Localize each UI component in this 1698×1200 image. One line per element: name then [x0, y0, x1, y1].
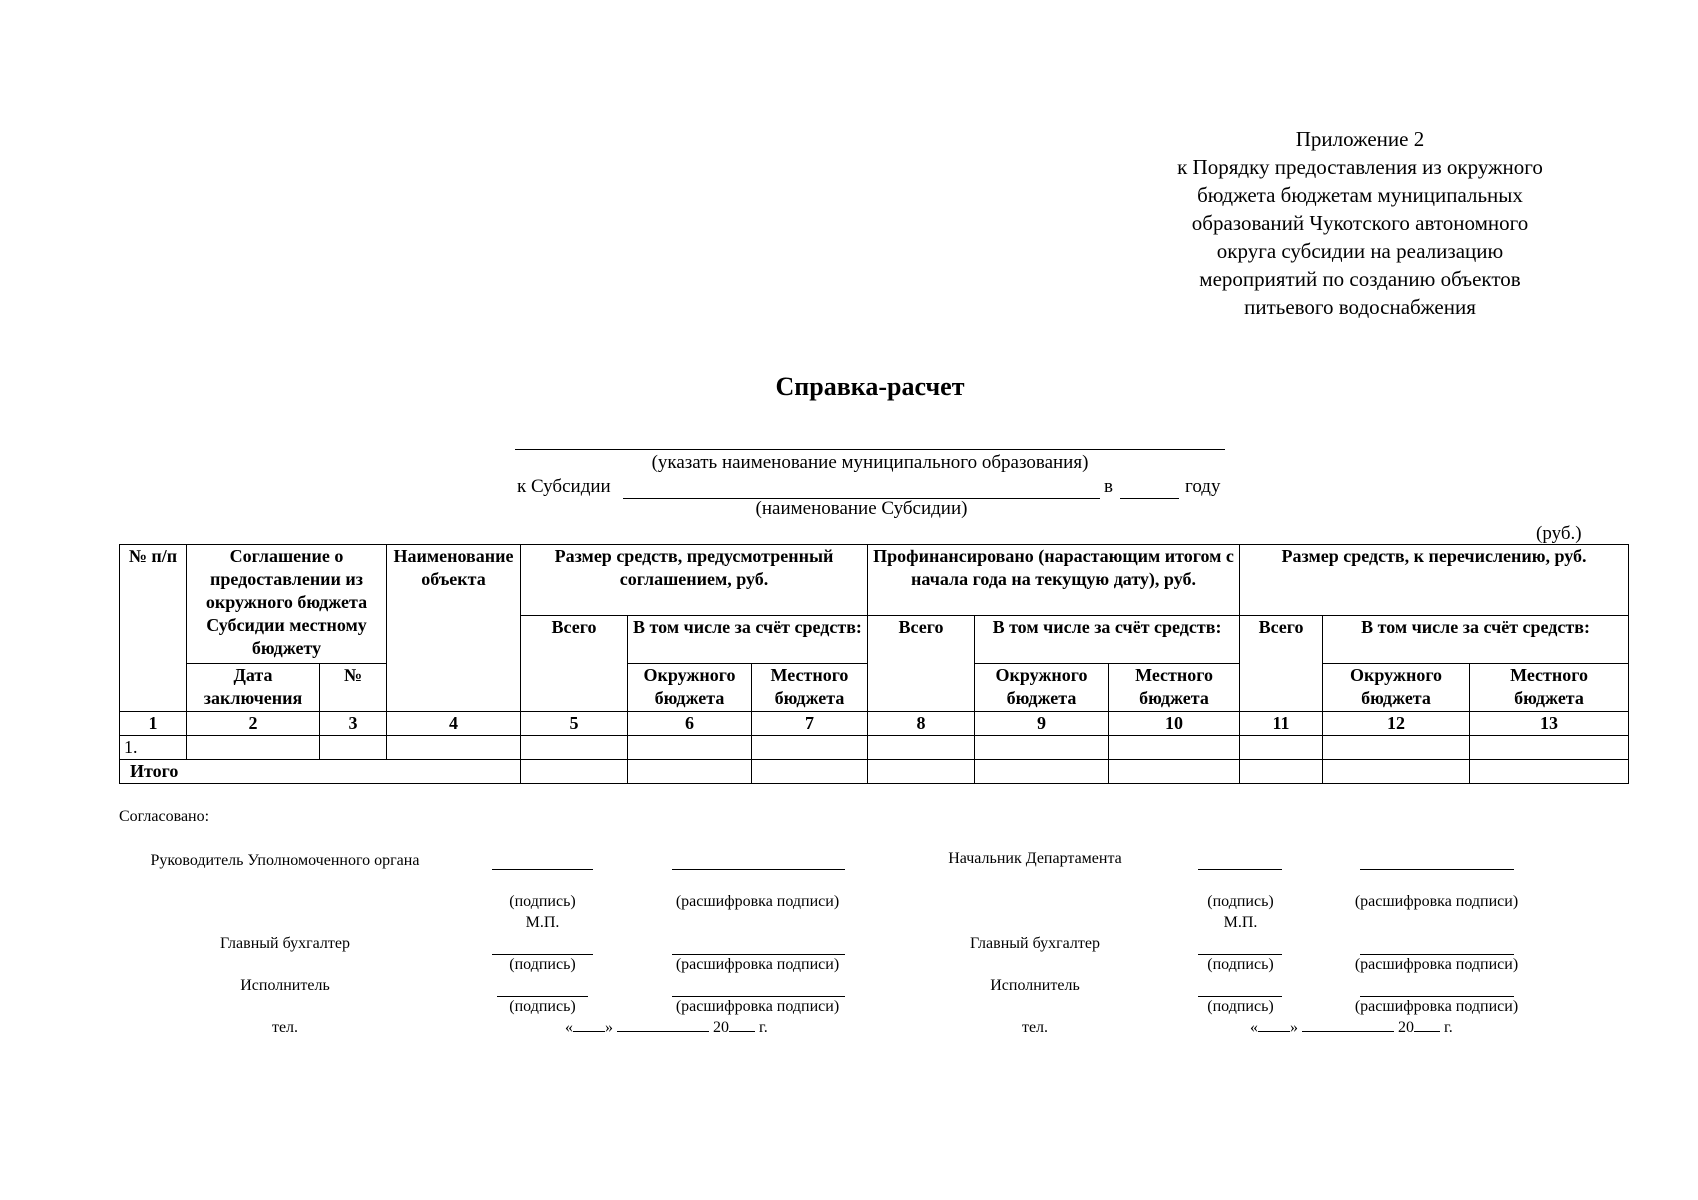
date-quote-close: » — [605, 1019, 613, 1036]
total-row — [120, 760, 1629, 784]
decoding-line — [1360, 869, 1514, 870]
row-number: 1. — [120, 736, 187, 760]
table-cell[interactable] — [187, 736, 320, 760]
column-number: 2 — [187, 712, 320, 736]
signature-line — [497, 996, 588, 997]
header-local-budget: Местного бюджета — [1109, 664, 1240, 712]
signature-caption: (подпись) — [509, 956, 576, 973]
decoding-caption: (расшифровка подписи) — [1354, 893, 1519, 910]
header-district-budget: Окружного бюджета — [628, 664, 752, 712]
table-cell[interactable] — [1470, 736, 1629, 760]
table-cell[interactable] — [975, 760, 1109, 784]
seal-label: М.П. — [525, 914, 560, 931]
column-number: 11 — [1240, 712, 1323, 736]
date-field — [1250, 1019, 1453, 1037]
signature-caption: (подпись) — [509, 893, 576, 910]
table-cell[interactable] — [320, 736, 387, 760]
appendix-header — [1120, 125, 1600, 321]
table-cell[interactable] — [1323, 760, 1470, 784]
decoding-caption: (расшифровка подписи) — [675, 893, 840, 910]
column-number: 10 — [1109, 712, 1240, 736]
year-blank-line — [729, 1031, 755, 1032]
month-line — [617, 1031, 709, 1032]
executor-label: Исполнитель — [240, 977, 330, 994]
header-including: В том числе за счёт средств: — [1323, 616, 1629, 664]
appendix-line: мероприятий по созданию объектов — [1199, 267, 1521, 291]
decoding-caption: (расшифровка подписи) — [675, 956, 840, 973]
header-financed: Профинансировано (нарастающим итогом с начала года на текущую дату), руб. — [868, 545, 1240, 616]
date-year-prefix: 20 — [1398, 1019, 1414, 1036]
table-cell[interactable] — [387, 736, 521, 760]
decoding-line — [672, 869, 845, 870]
municipality-caption: (указать наименование муниципального образования) — [651, 452, 1089, 473]
subsidy-in: в — [1104, 476, 1113, 497]
appendix-line: к Порядку предоставления из окружного — [1177, 155, 1543, 179]
header-total: Всего — [868, 616, 975, 712]
header-object-name: Наименование объекта — [387, 545, 521, 712]
table-cell[interactable] — [521, 736, 628, 760]
signature-line — [492, 954, 593, 955]
date-quote-open: « — [565, 1019, 573, 1036]
header-to-transfer: Размер средств, к перечислению, руб. — [1240, 545, 1629, 616]
table-cell[interactable] — [868, 736, 975, 760]
column-number: 7 — [752, 712, 868, 736]
appendix-line: Приложение 2 — [1295, 127, 1425, 151]
signature-line — [1198, 954, 1282, 955]
column-number: 3 — [320, 712, 387, 736]
signature-line — [1198, 996, 1282, 997]
municipality-name-line — [515, 449, 1225, 450]
header-district-budget: Окружного бюджета — [1323, 664, 1470, 712]
decoding-line — [1360, 954, 1514, 955]
column-number: 4 — [387, 712, 521, 736]
day-line — [573, 1031, 605, 1032]
decoding-line — [1360, 996, 1514, 997]
header-local-budget: Местного бюджета — [752, 664, 868, 712]
header-total: Всего — [1240, 616, 1323, 712]
decoding-line — [672, 954, 845, 955]
header-including: В том числе за счёт средств: — [975, 616, 1240, 664]
table-cell[interactable] — [1109, 736, 1240, 760]
date-quote-close: » — [1290, 1019, 1298, 1036]
table-cell[interactable] — [975, 736, 1109, 760]
agreed-label: Согласовано: — [119, 808, 210, 825]
phone-label: тел. — [1021, 1019, 1049, 1036]
chief-accountant-label: Главный бухгалтер — [970, 935, 1100, 952]
table-cell[interactable] — [1109, 760, 1240, 784]
table-cell[interactable] — [1470, 760, 1629, 784]
table-cell[interactable] — [521, 760, 628, 784]
table-cell[interactable] — [1240, 736, 1323, 760]
header-including: В том числе за счёт средств: — [628, 616, 868, 664]
executor-label: Исполнитель — [990, 977, 1080, 994]
subsidy-caption: (наименование Субсидии) — [755, 498, 968, 519]
table-cell[interactable] — [1240, 760, 1323, 784]
head-authorized-label: Руководитель Уполномоченного органа — [150, 852, 420, 869]
header-num: № п/п — [120, 545, 187, 712]
total-label: Итого — [120, 760, 521, 784]
subsidy-prefix: к Субсидии — [517, 476, 611, 497]
year-line — [1120, 498, 1179, 499]
date-field — [565, 1019, 768, 1037]
day-line — [1258, 1031, 1290, 1032]
header-date: Дата заключения — [187, 664, 320, 712]
table-cell[interactable] — [868, 760, 975, 784]
table-cell[interactable] — [1323, 736, 1470, 760]
appendix-line: бюджета бюджетам муниципальных — [1197, 183, 1523, 207]
appendix-line: питьевого водоснабжения — [1244, 295, 1476, 319]
signature-line — [1198, 869, 1282, 870]
subsidy-year-word: году — [1185, 476, 1221, 497]
units-label: (руб.) — [1536, 523, 1582, 544]
document-title: Справка-расчет — [775, 372, 965, 401]
header-agreement: Соглашение о предоставлении из окружного бюджета Субсидии местному бюджету — [187, 545, 387, 664]
signature-caption: (подпись) — [1207, 998, 1274, 1015]
decoding-line — [672, 996, 845, 997]
header-agreement-no: № — [320, 664, 387, 712]
date-quote-open: « — [1250, 1019, 1258, 1036]
month-line — [1302, 1031, 1394, 1032]
year-blank-line — [1414, 1031, 1440, 1032]
signature-caption: (подпись) — [1207, 893, 1274, 910]
date-year-suffix: г. — [759, 1019, 768, 1036]
column-number: 12 — [1323, 712, 1470, 736]
head-department-label: Начальник Департамента — [948, 850, 1122, 867]
phone-label: тел. — [271, 1019, 299, 1036]
appendix-line: образований Чукотского автономного — [1191, 211, 1529, 235]
signature-caption: (подпись) — [509, 998, 576, 1015]
column-number: 9 — [975, 712, 1109, 736]
decoding-caption: (расшифровка подписи) — [1354, 956, 1519, 973]
header-local-budget: Местного бюджета — [1470, 664, 1629, 712]
decoding-caption: (расшифровка подписи) — [1354, 998, 1519, 1015]
table-cell[interactable] — [628, 736, 752, 760]
column-number: 13 — [1470, 712, 1629, 736]
column-number: 8 — [868, 712, 975, 736]
column-number: 6 — [628, 712, 752, 736]
table-cell[interactable] — [752, 736, 868, 760]
seal-label: М.П. — [1223, 914, 1258, 931]
table-row — [120, 736, 1629, 760]
table-cell[interactable] — [628, 760, 752, 784]
date-year-prefix: 20 — [713, 1019, 729, 1036]
appendix-line: округа субсидии на реализацию — [1216, 239, 1504, 263]
header-district-budget: Окружного бюджета — [975, 664, 1109, 712]
header-funds-agreed: Размер средств, предусмотренный соглашением, руб. — [521, 545, 868, 616]
chief-accountant-label: Главный бухгалтер — [220, 935, 350, 952]
column-number: 1 — [120, 712, 187, 736]
decoding-caption: (расшифровка подписи) — [675, 998, 840, 1015]
calculation-table — [119, 544, 1629, 784]
column-number: 5 — [521, 712, 628, 736]
header-total: Всего — [521, 616, 628, 712]
signature-caption: (подпись) — [1207, 956, 1274, 973]
date-year-suffix: г. — [1444, 1019, 1453, 1036]
table-cell[interactable] — [752, 760, 868, 784]
signature-line — [492, 869, 593, 870]
